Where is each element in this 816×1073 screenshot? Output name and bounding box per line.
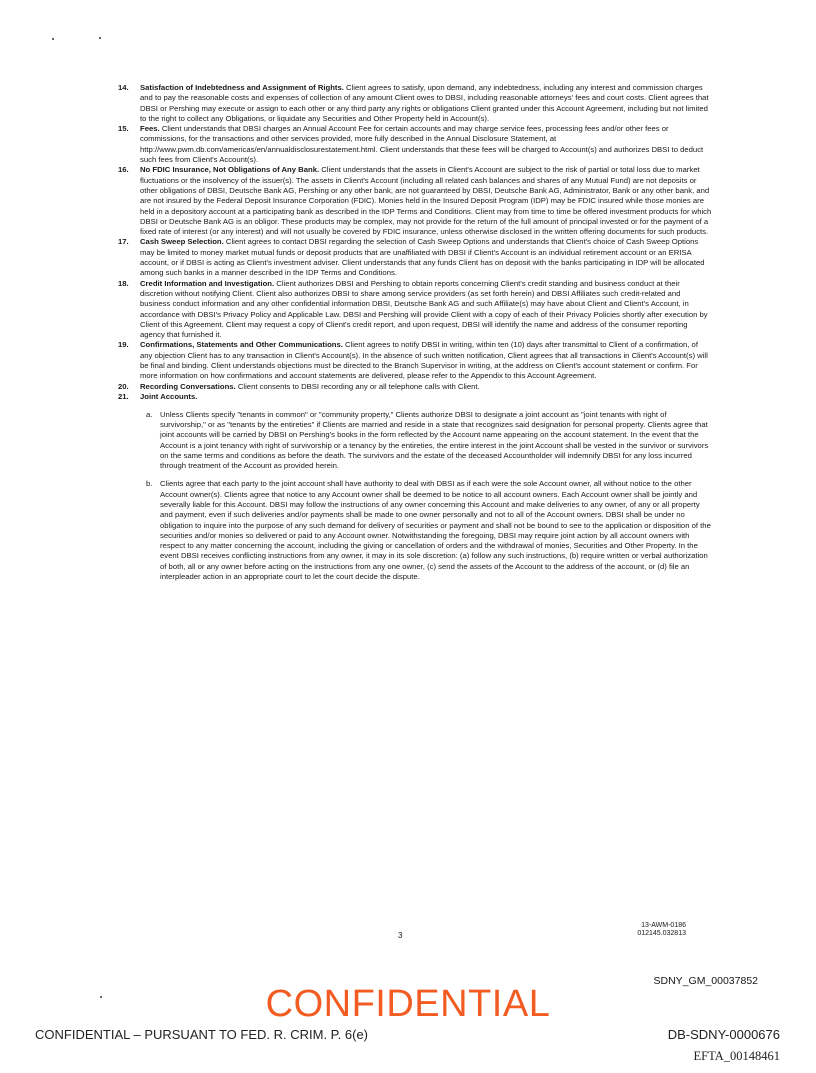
section-16 — [118, 165, 712, 237]
scan-speck — [52, 38, 54, 40]
form-code-line: 012145.032813 — [637, 930, 686, 937]
scan-speck — [99, 37, 101, 39]
section-18 — [118, 279, 712, 341]
section-heading: Fees. — [140, 124, 160, 134]
section-21 — [118, 392, 712, 402]
section-14 — [118, 83, 712, 124]
section-number: 17. — [118, 237, 129, 247]
section-heading: Joint Accounts. — [140, 391, 198, 401]
section-number: 19. — [118, 340, 129, 350]
section-number: 14. — [118, 83, 129, 92]
section-heading: Cash Sweep Selection. — [140, 237, 224, 247]
clause-text: Clients agree that each party to the joint account shall have authority to deal with DBSI as if each were the sole Account owner, all without notice to the other Account owner(s). Clients agree that notice to any Account owner shall be deemed to be notice to all account owners. Each Account owner shall be jointly and severally liable for this Account. DBSI may follow the instructions of any owner concerning this Account and make deliveries to any owner, of any or all property and payment, even if such deliveries and/or payments shall be made to one owner personally and not to all of the Account owners. DBSI shall be under no obligation to inquire into the purpose of any such demand for delivery of securities or payment and shall not be bound to see to the application or disposition of the securities and/or monies so delivered or paid to any Account owner. Notwithstanding the foregoing, DBSI may require joint action by all account owners with respect to any matter concerning the account, including the giving or cancellation of orders and the withdrawal of monies, Securities and Other Property. In the event DBSI receives conflicting instructions from any owner, it may in its sole discretion: (a) follow any such instructions, (b) require written or verbal authorization of both, all or any owner before acting on the instructions from any one owner, (c) send the assets of the Account to the address of the account, or (d) file an interpleader action in an appropriate court to let the court decide the dispute. — [160, 479, 711, 582]
section-text: Client authorizes DBSI and Pershing to obtain reports concerning Client's credit standing and business conduct at their discretion without notifying Client. Client also authorizes DBSI to share among service providers (as set forth herein) and DBSI Affiliates such credit-related and business conduct information and any other confidential information DBSI, Deutsche Bank AG and such Affiliate(s) may have about Client and Client's Account, in accordance with DBSI's Privacy Policy and Applicable Law. DBSI and Pershing will provide Client with a copy of each of their Privacy Policies shortly after execution by Client of this Agreement. Client may request a copy of Client's credit report, and upon request, DBSI will identify the name and address of the consumer reporting agency that furnished it. — [140, 278, 708, 340]
section-number: 16. — [118, 165, 129, 175]
section-number: 20. — [118, 381, 129, 391]
section-heading: No FDIC Insurance, Not Obligations of Any Bank. — [140, 165, 320, 175]
section-15 — [118, 124, 712, 165]
joint-account-clause-a — [140, 410, 712, 472]
page-number: 3 — [398, 931, 403, 940]
form-code — [637, 922, 686, 938]
joint-account-clause-b — [140, 479, 712, 582]
clause-letter: b. — [146, 479, 153, 489]
section-19 — [118, 340, 712, 381]
section-number: 18. — [118, 278, 129, 288]
confidential-stamp: CONFIDENTIAL — [265, 983, 551, 1025]
clause-text: Unless Clients specify "tenants in common" or "community property," Clients authorize DBSI to designate a joint account as "joint tenants with right of survivorship," or as "tenants by the entireties" if Clients are married and reside in a state that recognizes said designation for personal property. Clients agree that joint accounts will be carried by DBSI on Pershing's books in the form reflected by the Account name appearing on the account statement. In the event that the Account is a joint tenancy with right of survivorship or a tenancy by the entireties, the entire interest in the joint Account shall be vested in the survivor or survivors on the same terms and conditions as before the death. The survivors and the estate of the deceased Accountholder will indemnify DBSI for any loss incurred through treatment of the Account as provided herein. — [160, 409, 709, 471]
section-text: Client understands that DBSI charges an Annual Account Fee for certain accounts and may charge service fees, processing fees and/or other fees or commissions, for the transactions and other services provided, more fully described in the Annual Disclosure Statement, at http://www.pwm.db.com/americas/en/annualdisclosurestatement.html. Client understands that these fees will be charged to Account(s) and authorizes DBSI to deduct such fees from Client's Account(s). — [140, 124, 704, 165]
section-20 — [118, 382, 712, 392]
section-number: 21. — [118, 391, 129, 401]
bates-number-db-sdny: DB-SDNY-0000676 — [667, 1027, 780, 1042]
section-text: Client agrees to contact DBSI regarding the selection of Cash Sweep Options and understands that Client's choice of Cash Sweep Options may be limited to money market mutual funds or deposit products that are unaffiliated with DBSI if Client's Account is an individual retirement account or an ERISA account, or if DBSI is acting as Client's investment adviser. Client understands that any funds Client has on deposit with the banks participating in IDP will be allocated among such banks in a manner described in the IDP Terms and Conditions. — [140, 237, 705, 278]
confidentiality-footer: CONFIDENTIAL – PURSUANT TO FED. R. CRIM. P. 6(e) — [35, 1027, 369, 1042]
agreement-body — [118, 83, 712, 590]
section-text: Client consents to DBSI recording any or all telephone calls with Client. — [237, 381, 480, 391]
bates-number-sdny-gm: SDNY_GM_00037852 — [653, 975, 758, 987]
section-text: Client understands that the assets in Client's Account are subject to the risk of partial or total loss due to market fluctuations or the insolvency of the issuer(s). The assets in Client's Account (including all related cash balances and shares of any Mutual Fund) are not deposits or other obligations of DBSI, Deutsche Bank AG, Pershing or any other bank, are not guaranteed by DBSI, Deutsche Bank AG, Administrator, Bank or any other bank, and are not insured by the Federal Deposit Insurance Corporation (FDIC). Monies held in the Insured Deposit Program (IDP) may be FDIC insured while those monies are held in a depository account at a participating bank as described in the IDP Terms and Conditions. Client may from time to time be offered investment products for which DBSI or Deutsche Bank AG is an obligor. These products may be complex, may not provide for the return of the full amount of principal invested or for the payment of a fixed rate of interest (or any interest) and will not usually be covered by FDIC insurance, unless otherwise disclosed in the written offering documents for such products. — [140, 165, 712, 237]
section-heading: Confirmations, Statements and Other Communications. — [140, 340, 343, 350]
section-text: Client agrees to notify DBSI in writing, within ten (10) days after transmittal to Client of a confirmation, of any objection Client has to any transaction in Client's Account(s). In the absence of such written notification, Client agrees that all transactions in Client's Account(s) will be final and binding. Client understands objections must be directed to the Branch Supervisor in writing, at the address on Client's account statement or confirm. For more information on how confirmations and account statements are delivered, please refer to the Appendix to this Account Agreement. — [140, 340, 708, 381]
section-heading: Credit Information and Investigation. — [140, 278, 275, 288]
clause-letter: a. — [146, 409, 153, 419]
section-17 — [118, 237, 712, 278]
section-text: Client agrees to satisfy, upon demand, any indebtedness, including any interest and commission charges and to pay the reasonable costs and expenses of collection of any amount Client owes to DBSI, including reasonable attorneys' fees and court costs. Client agrees that DBSI or Pershing may execute or assign to each other or any third party any rights or obligations Client granted under this Account Agreement, including but not limited to the right to collect any Obligations, or liquidate any Securities and Other Property held in Account(s). — [140, 83, 709, 123]
form-code-line: 13-AWM-0186 — [641, 922, 686, 929]
section-heading: Recording Conversations. — [140, 381, 236, 391]
efta-number: EFTA_00148461 — [693, 1049, 780, 1063]
section-number: 15. — [118, 124, 129, 134]
section-heading: Satisfaction of Indebtedness and Assignment of Rights. — [140, 83, 344, 92]
